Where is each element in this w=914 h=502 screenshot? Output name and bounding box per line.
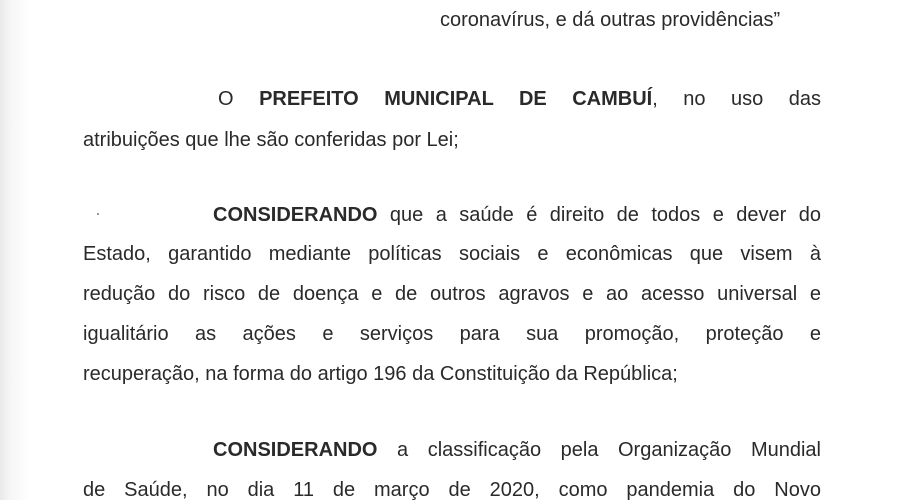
scan-speck <box>97 213 99 215</box>
preamble-rest: , no uso das <box>652 88 821 110</box>
considerando-1-line-2: Estado, garantido mediante políticas sociais e econômicas que visem à <box>83 243 821 265</box>
considerando-1-text: que a saúde é direito de todos e dever do <box>377 204 821 226</box>
considerando-1-line-1 <box>213 203 821 227</box>
preamble-lead: O <box>218 88 234 110</box>
considerando-keyword: CONSIDERANDO <box>213 204 378 226</box>
considerando-1-line-3: redução do risco de doença e de outros agravos e ao acesso universal e <box>83 283 821 305</box>
considerando-keyword: CONSIDERANDO <box>213 439 378 461</box>
considerando-2-line-1 <box>213 438 821 462</box>
authority-name: PREFEITO MUNICIPAL DE CAMBUÍ <box>259 88 653 110</box>
considerando-1-line-5: recuperação, na forma do artigo 196 da Constituição da República; <box>83 363 678 385</box>
preamble-line-1 <box>218 87 821 111</box>
preamble-line-2: atribuições que lhe são conferidas por Lei; <box>83 129 459 151</box>
title-continuation: coronavírus, e dá outras providências” <box>440 9 781 31</box>
considerando-2-line-2: de Saúde, no dia 11 de março de 2020, como pandemia do Novo <box>83 479 821 501</box>
considerando-2-text: a classificação pela Organização Mundial <box>377 439 821 461</box>
considerando-1-line-4: igualitário as ações e serviços para sua promoção, proteção e <box>83 323 821 345</box>
